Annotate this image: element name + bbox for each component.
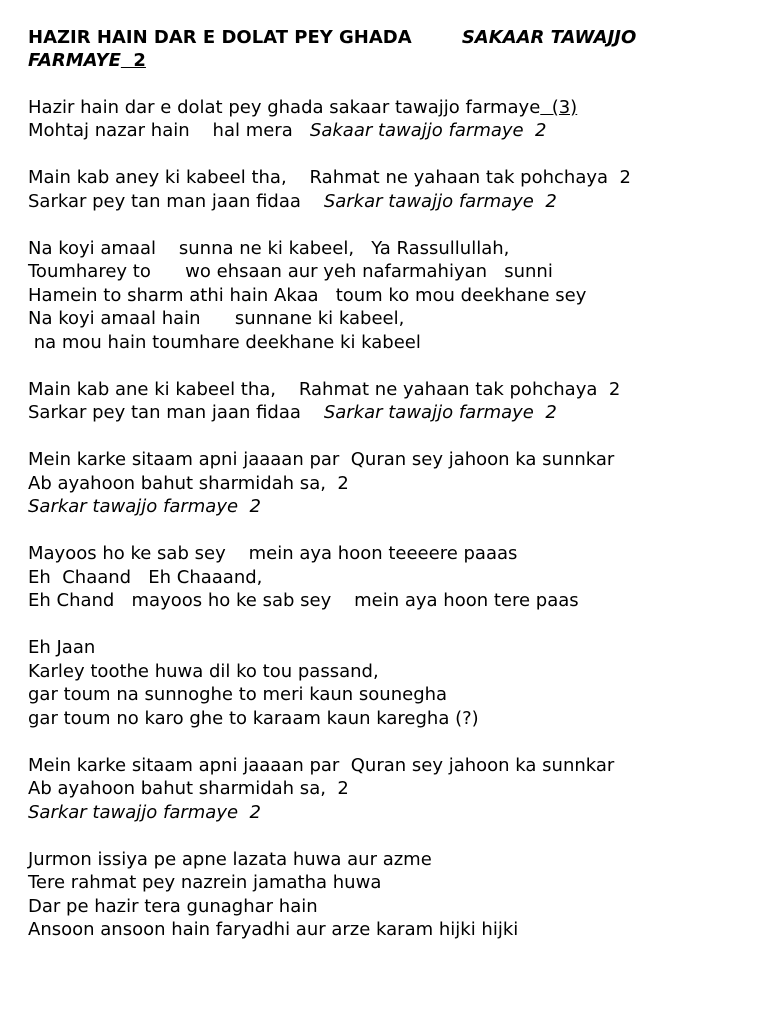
lyric-line [28, 166, 728, 190]
lyric-line [28, 96, 728, 120]
stanza [28, 166, 728, 213]
lyric-line [28, 190, 728, 214]
lyric-text: (3) [540, 96, 578, 118]
lyric-line [28, 260, 728, 284]
title-repeat-count: 2 [120, 50, 146, 71]
lyric-line [28, 918, 728, 942]
lyric-line [28, 566, 728, 590]
lyric-text: Tere rahmat pey nazrein jamatha huwa [28, 872, 382, 893]
lyric-line [28, 848, 728, 872]
stanza [28, 237, 728, 355]
lyric-text: Eh Chand mayoos ho ke sab sey mein aya hoon tere paas [28, 590, 579, 611]
lyric-line [28, 542, 728, 566]
lyric-text: Jurmon issiya pe apne lazata huwa aur azme [28, 848, 432, 870]
refrain-text: Sarkar tawajjo farmaye 2 [323, 190, 557, 212]
lyric-line [28, 284, 728, 308]
lyric-text: Mayoos ho ke sab sey mein aya hoon teeeere paaas [28, 543, 518, 564]
lyric-text: Eh Jaan [28, 637, 96, 658]
lyric-text: Hamein to sharm athi hain Akaa toum ko mou deekhane sey [28, 284, 587, 306]
refrain-text: Sarkar tawajjo farmaye 2 [28, 801, 261, 823]
lyric-line [28, 636, 728, 660]
lyric-line [28, 660, 728, 684]
lyric-line [28, 448, 728, 472]
title-italic-continued: FARMAYE [28, 50, 121, 71]
lyric-text: Na koyi amaal sunna ne ki kabeel, Ya Rassullullah, [28, 237, 510, 259]
lyric-line [28, 777, 728, 801]
lyric-line [28, 237, 728, 261]
lyric-line [28, 801, 728, 825]
lyric-line [28, 683, 728, 707]
lyric-line [28, 472, 728, 496]
lyric-text: Mein karke sitaam apni jaaaan par Quran sey jahoon ka sunnkar [28, 449, 615, 470]
lyric-line [28, 495, 728, 519]
lyric-text: Ab ayahoon bahut sharmidah sa, 2 [28, 472, 349, 494]
lyric-line [28, 895, 728, 919]
lyric-text: gar toum no karo ghe to karaam kaun karegha (?) [28, 707, 479, 729]
lyric-text: Mein karke sitaam apni jaaaan par Quran sey jahoon ka sunnkar [28, 754, 615, 776]
lyric-text: Main kab aney ki kabeel tha, Rahmat ne yahaan tak pohchaya 2 [28, 167, 631, 188]
stanza [28, 754, 728, 825]
lyric-line [28, 871, 728, 895]
lyric-line [28, 331, 728, 355]
lyric-text: Eh Chaand Eh Chaaand, [28, 566, 263, 588]
refrain-text: Sarkar tawajjo farmaye 2 [323, 402, 557, 423]
lyric-text: Sarkar pey tan man jaan fidaa [28, 402, 324, 423]
lyric-text: na mou hain toumhare deekhane ki kabeel [28, 331, 421, 353]
lyric-line [28, 589, 728, 613]
stanza [28, 96, 728, 143]
lyric-text: Hazir hain dar e dolat pey ghada sakaar tawajjo farmaye [28, 96, 541, 118]
refrain-text: Sakaar tawajjo farmaye 2 [309, 120, 547, 141]
lyric-text: gar toum na sunnoghe to meri kaun sounegha [28, 684, 448, 705]
stanza [28, 636, 728, 730]
title-italic: SAKAAR TAWAJJO [461, 27, 637, 48]
lyric-text: Toumharey to wo ehsaan aur yeh nafarmahiyan sunni [28, 261, 553, 282]
lyric-line [28, 378, 728, 402]
lyric-line [28, 119, 728, 143]
stanza [28, 542, 728, 613]
lyric-line [28, 307, 728, 331]
lyric-line [28, 707, 728, 731]
lyric-line [28, 401, 728, 425]
title-main: HAZIR HAIN DAR E DOLAT PEY GHADA [28, 27, 462, 48]
lyric-text: Ab ayahoon bahut sharmidah sa, 2 [28, 778, 349, 799]
lyric-text: Sarkar pey tan man jaan fidaa [28, 190, 324, 212]
document-title [28, 26, 728, 72]
lyric-text: Mohtaj nazar hain hal mera [28, 120, 310, 141]
lyric-line [28, 754, 728, 778]
stanza [28, 848, 728, 942]
lyric-text: Na koyi amaal hain sunnane ki kabeel, [28, 308, 405, 329]
lyric-text: Dar pe hazir tera gunaghar hain [28, 895, 318, 917]
refrain-text: Sarkar tawajjo farmaye 2 [28, 496, 261, 517]
lyric-text: Ansoon ansoon hain faryadhi aur arze karam hijki hijki [28, 919, 519, 940]
stanza [28, 448, 728, 519]
lyric-text: Karley toothe huwa dil ko tou passand, [28, 660, 379, 682]
lyrics-body [28, 96, 728, 942]
lyric-text: Main kab ane ki kabeel tha, Rahmat ne yahaan tak pohchaya 2 [28, 378, 621, 400]
stanza [28, 378, 728, 425]
lyrics-document [28, 26, 728, 942]
